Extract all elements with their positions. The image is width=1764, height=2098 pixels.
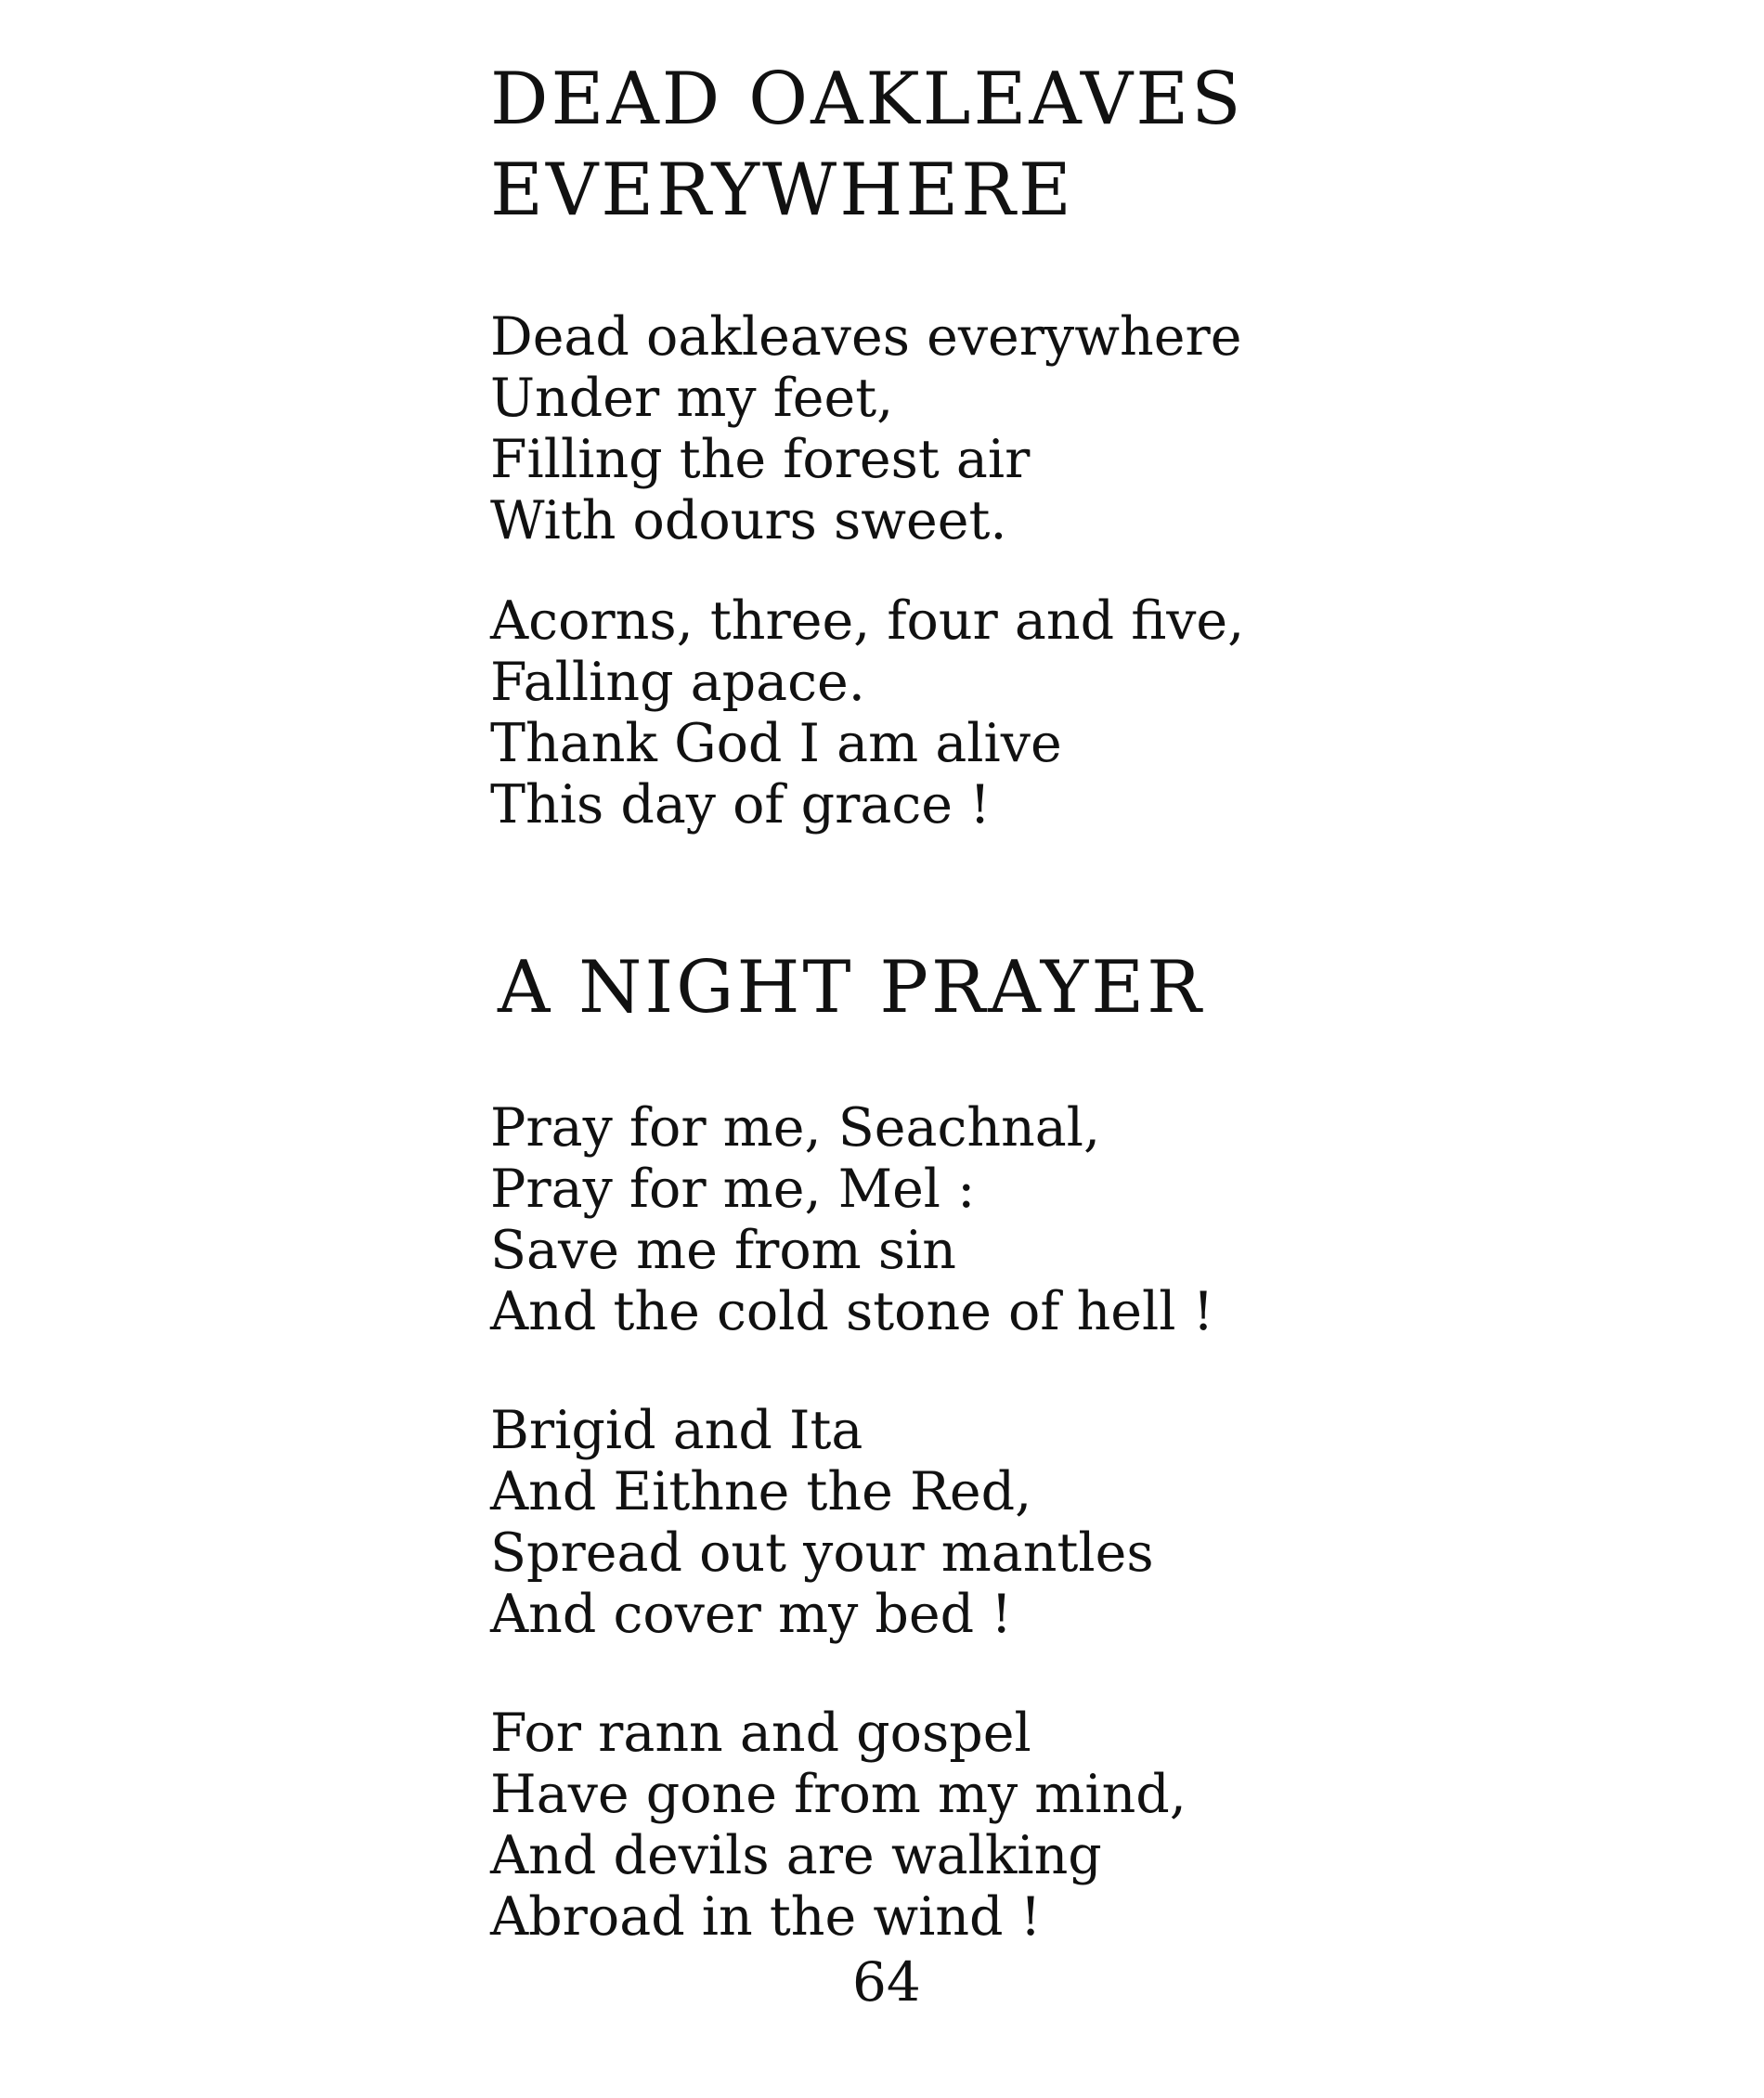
- verse-line: With odours sweet.: [490, 490, 1007, 551]
- verse-line: Pray for me, Seachnal,: [490, 1097, 1101, 1159]
- title-line: A NIGHT PRAYER: [498, 946, 1204, 1030]
- verse-line: Pray for me, Mel :: [490, 1159, 976, 1220]
- verse-line: And devils are walking: [490, 1825, 1102, 1886]
- poem1-stanza-1: [490, 306, 1241, 551]
- poem2-stanza-2: [490, 1400, 1154, 1645]
- verse-line: Under my feet,: [490, 368, 894, 429]
- verse-line: And the cold stone of hell !: [490, 1281, 1214, 1342]
- verse-line: Falling apace.: [490, 652, 865, 713]
- verse-line: Spread out your mantles: [490, 1522, 1154, 1584]
- verse-line: Dead oakleaves everywhere: [490, 306, 1242, 368]
- poem-title-night-prayer: [498, 942, 1204, 1033]
- title-line: EVERYWHERE: [490, 149, 1074, 232]
- verse-line: Acorns, three, four and five,: [490, 590, 1245, 652]
- title-line: DEAD OAKLEAVES: [490, 58, 1244, 141]
- verse-line: And Eithne the Red,: [490, 1461, 1032, 1522]
- verse-line: Filling the forest air: [490, 429, 1031, 490]
- verse-line: Thank God I am alive: [490, 713, 1062, 774]
- verse-line: Have gone from my mind,: [490, 1764, 1187, 1825]
- verse-line: And cover my bed !: [490, 1584, 1013, 1645]
- poem2-stanza-1: [490, 1097, 1214, 1342]
- verse-line: Brigid and Ita: [490, 1400, 863, 1461]
- poem-title-dead-oakleaves: [490, 54, 1244, 236]
- page-number: 64: [852, 1950, 921, 2014]
- verse-line: This day of grace !: [490, 774, 992, 835]
- verse-line: For rann and gospel: [490, 1703, 1031, 1764]
- verse-line: Abroad in the wind !: [490, 1886, 1042, 1948]
- poem2-stanza-3: [490, 1703, 1187, 1948]
- verse-line: Save me from sin: [490, 1220, 957, 1281]
- poem1-stanza-2: [490, 590, 1244, 835]
